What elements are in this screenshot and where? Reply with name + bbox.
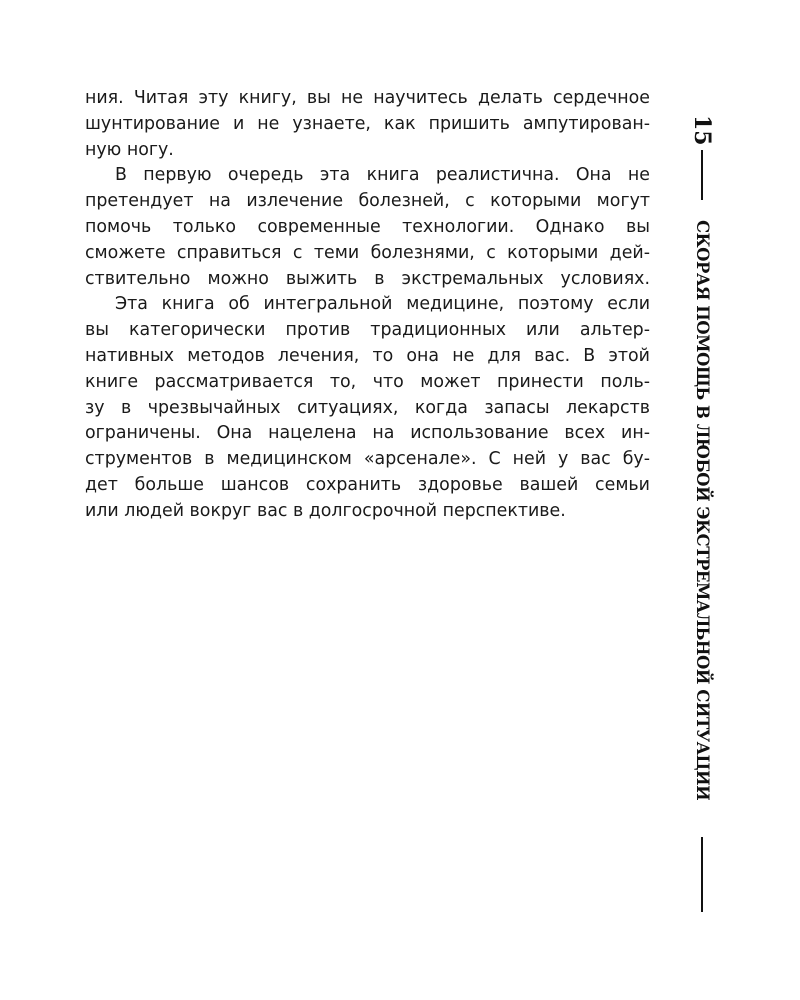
paragraph-start-line: Эта книга об интегральной медицине, поэтому если bbox=[115, 294, 650, 315]
text-line: дет больше шансов сохранить здоровье вашей семьи bbox=[85, 474, 650, 495]
text-line: шунтирование и не узнаете, как пришить ампутирован- bbox=[85, 113, 650, 134]
running-title: СКОРАЯ ПОМОЩЬ В ЛЮБОЙ ЭКСТРЕМАЛЬНОЙ СИТУАЦИИ bbox=[692, 220, 712, 801]
text-line: сможете справиться с теми болезнями, с которыми дей- bbox=[85, 242, 650, 263]
text-line: ограничены. Она нацелена на использование всех ин- bbox=[85, 423, 650, 444]
text-line: зу в чрезвычайных ситуациях, когда запасы лекарств bbox=[85, 397, 650, 418]
running-header-sidebar bbox=[672, 100, 732, 920]
divider-rule-top bbox=[701, 150, 703, 200]
text-line: претендует на излечение болезней, с которыми могут bbox=[85, 191, 650, 212]
text-line: вы категорически против традиционных или альтер- bbox=[85, 320, 650, 341]
text-line: ствительно можно выжить в экстремальных условиях. bbox=[85, 268, 650, 289]
text-line: книге рассматривается то, что может принести поль- bbox=[85, 371, 650, 392]
paragraph-start-line: В первую очередь эта книга реалистична. Она не bbox=[115, 165, 650, 186]
text-line: струментов в медицинском «арсенале». С ней у вас бу- bbox=[85, 449, 650, 470]
divider-rule-bottom bbox=[701, 837, 703, 912]
text-line: или людей вокруг вас в долгосрочной перспективе. bbox=[85, 500, 566, 521]
text-line: ную ногу. bbox=[85, 139, 174, 160]
text-line: нативных методов лечения, то она не для вас. В этой bbox=[85, 345, 650, 366]
text-line: помочь только современные технологии. Однако вы bbox=[85, 216, 650, 237]
body-text bbox=[85, 86, 650, 525]
page-number: 15 bbox=[689, 114, 715, 146]
text-line: ния. Читая эту книгу, вы не научитесь делать сердечное bbox=[85, 88, 650, 108]
